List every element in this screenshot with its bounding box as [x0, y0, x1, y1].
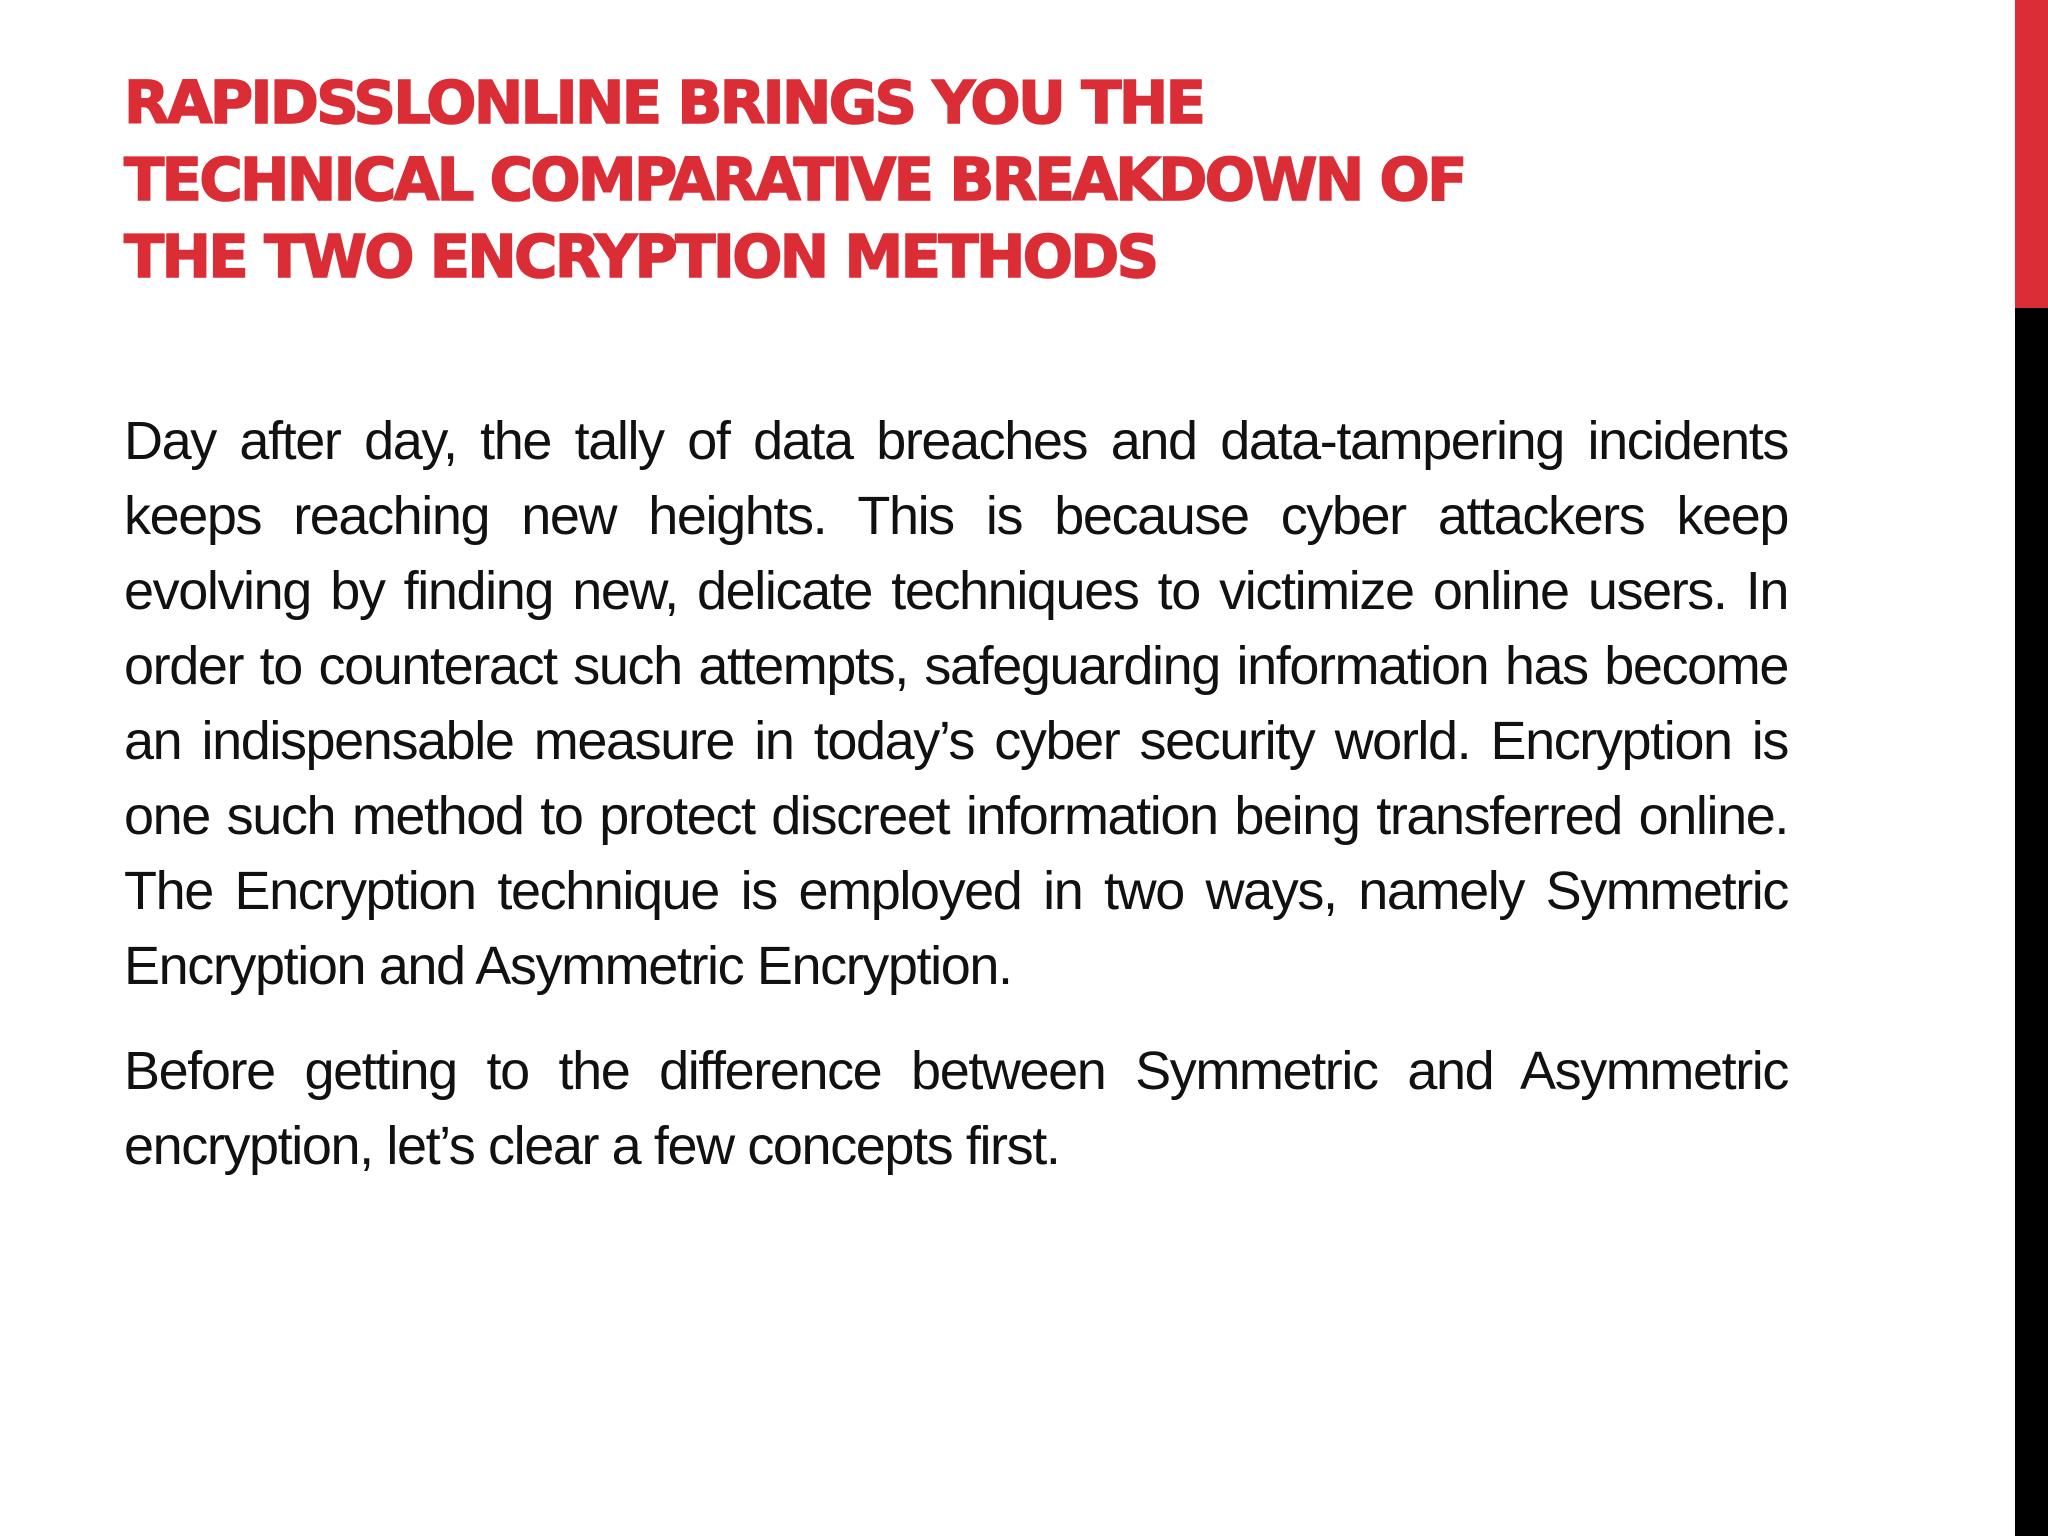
slide-body — [124, 404, 1788, 1214]
body-paragraph-2: Before getting to the difference between Symmetric and Asymmetric encryption, let’s clear a few concepts first. — [124, 1041, 1788, 1176]
slide-title: RAPIDSSLONLINE BRINGS YOU THE TECHNICAL COMPARATIVE BREAKDOWN OF THE TWO ENCRYPTION METHODS — [124, 68, 1465, 291]
accent-bar-black — [2015, 308, 2048, 1536]
accent-bar-red — [2015, 0, 2048, 308]
body-paragraph-1: Day after day, the tally of data breaches and data-tampering incidents keeps reaching new heights. This is because cyber attackers keep evolving by finding new, delicate techniques to victimize online users. In order to counteract such attempts, safeguarding information has become an indispensable measure in today’s cyber security world. Encryption is one such method to protect discreet information being transferred online. The Encryption technique is employed in two ways, namely Symmetric Encryption and Asymmetric Encryption. — [124, 411, 1788, 996]
